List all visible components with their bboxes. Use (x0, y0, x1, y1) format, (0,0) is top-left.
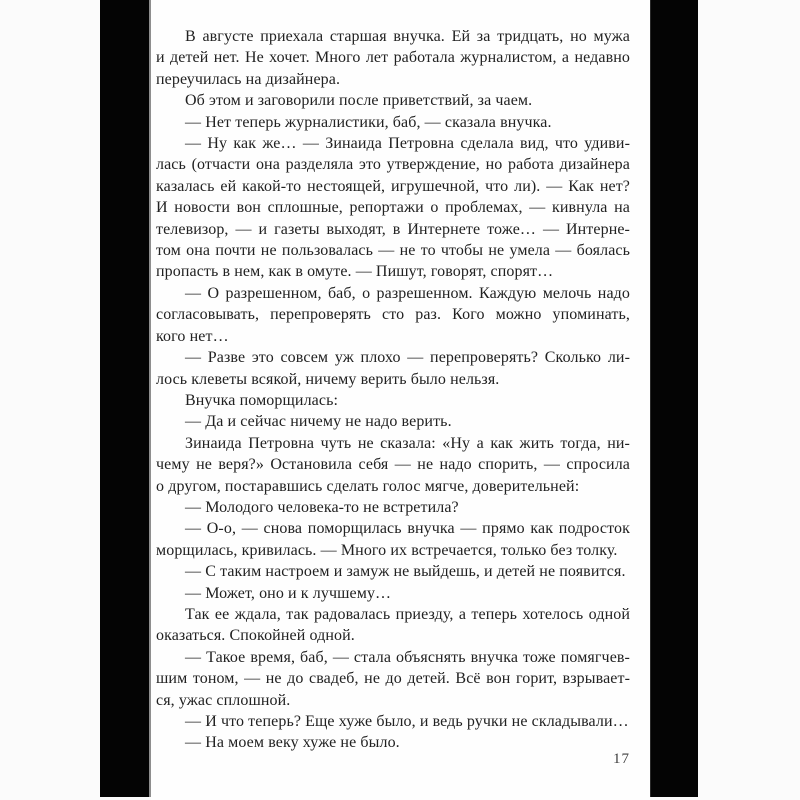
text-line: шим тоном, — не до свадеб, не до детей. Всё вон горит, взрывает- (156, 670, 630, 688)
text-line: — Разве это совсем уж плохо — перепроверять? Сколько ли- (185, 349, 630, 367)
text-line: — Ну как же… — Зинаида Петровна сделала вид, что удиви- (185, 135, 630, 153)
text-line: пропасть в нем, как в омуте. — Пишут, говорят, спорят… (156, 263, 554, 281)
text-line: казалась ей какой-то нестоящей, игрушечной, что ли). — Как нет? (156, 177, 630, 195)
text-line: — Такое время, баб, — стала объяснять внучка тоже помягчев- (185, 648, 630, 666)
page-number: 17 (613, 751, 630, 767)
text-line: Об этом и заговорили после приветствий, за чаем. (185, 92, 533, 110)
text-line: том она почти не пользовалась — не то чтобы не умела — боялась (156, 242, 630, 260)
text-line: — Молодого человека-то не встретила? (185, 498, 459, 516)
text-line: оказаться. Спокойней одной. (156, 627, 355, 645)
text-line: лась (отчасти она разделяла это утверждение, но работа дизайнера (156, 156, 630, 174)
text-line: — Нет теперь журналистики, баб, — сказала внучка. (185, 113, 552, 131)
text-line: ся, ужас сплошной. (156, 691, 291, 709)
text-line: И новости вон сплошные, репортажи о проблемах, — кивнула на (156, 199, 630, 217)
text-line: Зинаида Петровна чуть не сказала: «Ну а как жить тогда, ни- (185, 434, 630, 452)
text-line: чему не веря?» Остановила себя — не надо спорить, — спросила (156, 456, 630, 474)
page-edge-right (650, 0, 698, 797)
text-line: Так ее ждала, так радовалась приезду, а теперь хотелось одной (185, 605, 630, 623)
text-line: — О-о, — снова поморщилась внучка — прямо как подросток (185, 520, 630, 538)
text-line: — Может, оно и к лучшему… (185, 584, 392, 602)
text-line: согласовывать, перепроверять сто раз. Кого можно упоминать, (156, 306, 630, 324)
text-line: телевизор, — и газеты выходят, в Интернете тоже… — Интерне- (156, 220, 630, 238)
text-line: о другом, постаравшись сделать голос мягче, доверительней: (156, 477, 580, 495)
text-line: кого нет… (156, 327, 229, 345)
text-line: — С таким настроем и замуж не выйдешь, и детей не появится. (185, 563, 626, 581)
text-line: — На моем веку хуже не было. (185, 734, 400, 752)
text-line: — Да и сейчас ничему не надо верить. (185, 413, 452, 431)
text-line: лось клеветы всякой, ничему верить было нельзя. (156, 370, 500, 388)
text-line: морщилась, кривилась. — Много их встречается, только без толку. (156, 541, 618, 559)
text-line: — О разрешенном, баб, о разрешенном. Каждую мелочь надо (185, 284, 630, 302)
text-line: — И что теперь? Еще хуже было, и ведь ручки не складывали… (185, 713, 629, 730)
text-line: и детей нет. Не хочет. Много лет работала журналистом, а недавно (156, 49, 630, 67)
text-line: В августе приехала старшая внучка. Ей за тридцать, но мужа (185, 28, 630, 45)
page-text-body (156, 26, 630, 754)
page-gutter-edge-left (100, 0, 151, 797)
text-line: Внучка поморщилась: (185, 391, 339, 409)
text-line: переучилась на дизайнера. (156, 70, 341, 88)
